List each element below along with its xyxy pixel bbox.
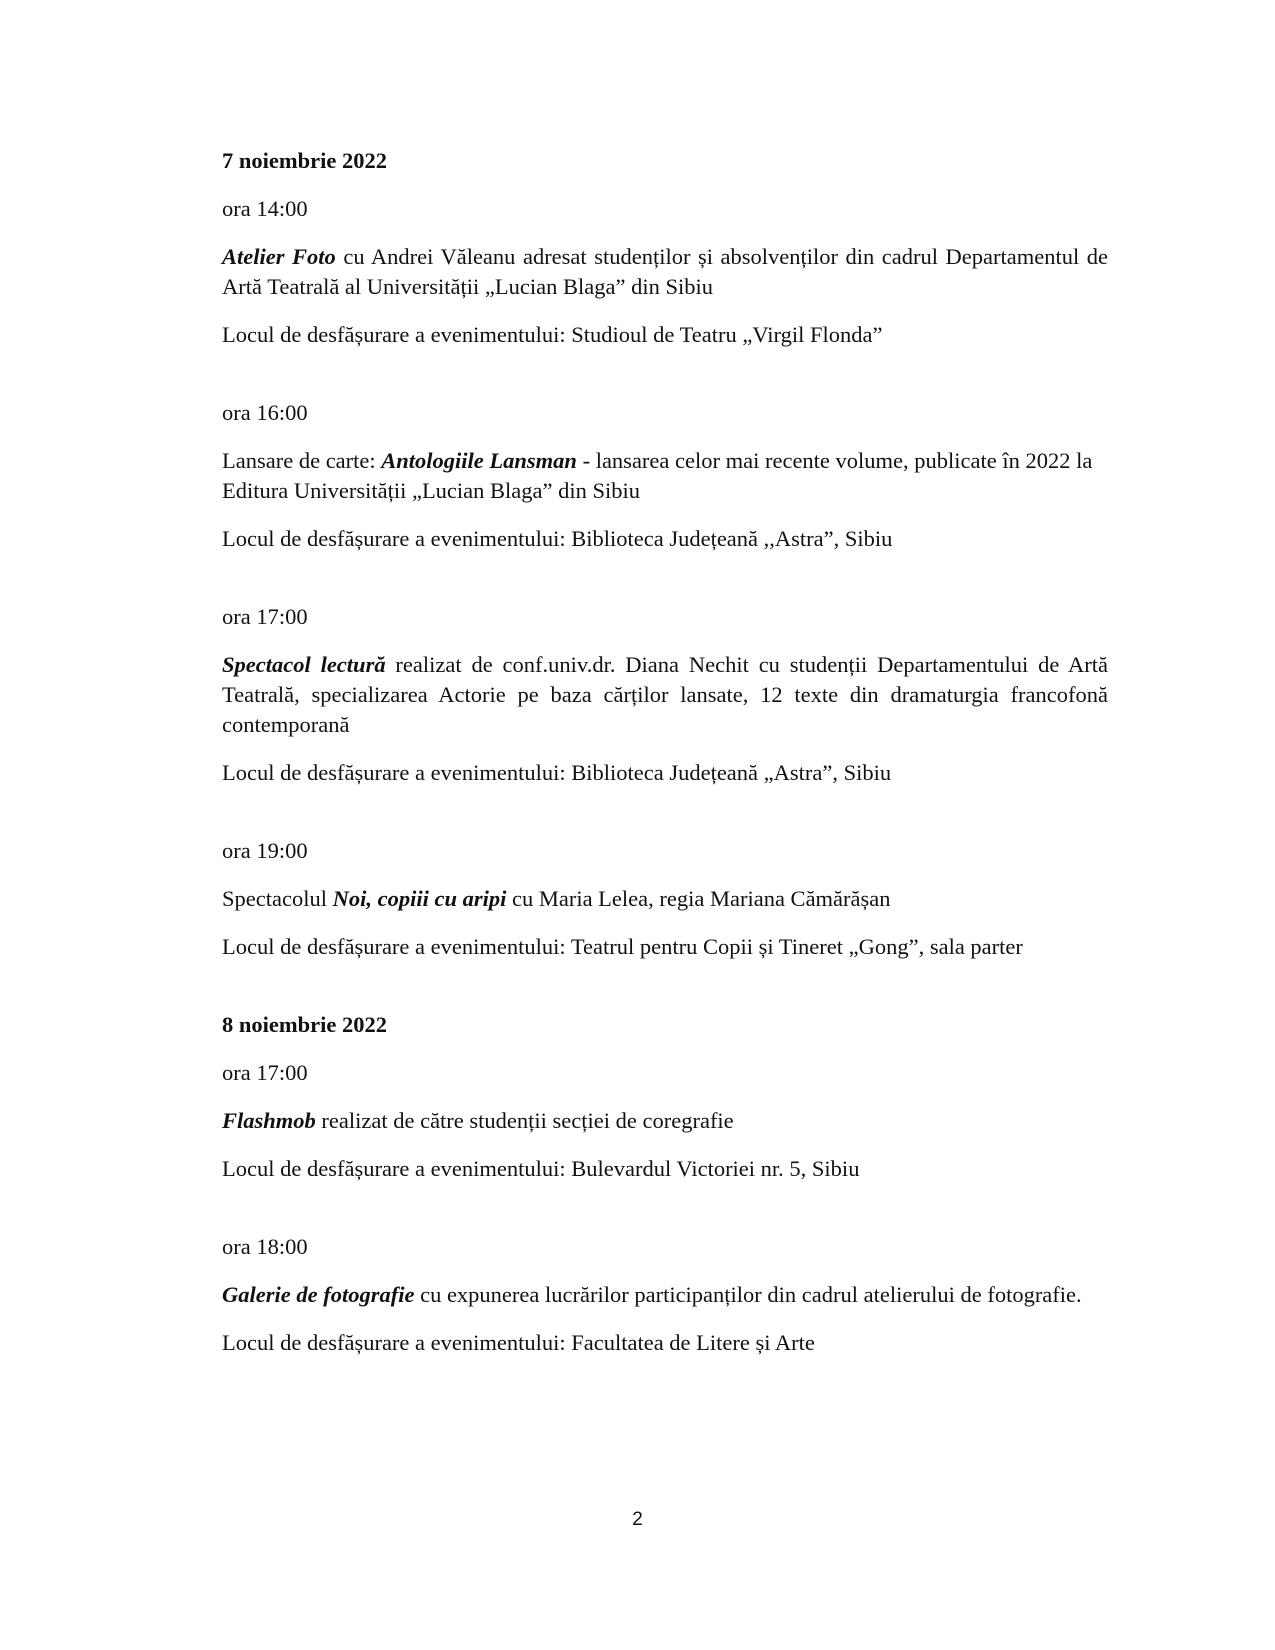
event-desc-after: realizat de conf.univ.dr. Diana Nechit cu studenții Departamentului de Artă Teatrală, specializarea Actorie pe baza cărților lansate, 12 texte din dramaturgia francofonă contemporană — [222, 652, 1108, 737]
event-time: ora 18:00 — [222, 1234, 308, 1259]
event-title: Noi, copiii cu aripi — [332, 886, 507, 911]
event-desc-after: - lansarea celor mai recente volume, publicate în 2022 la Editura Universității „Lucian Blaga” din Sibiu — [222, 448, 1093, 503]
event-time: ora 19:00 — [222, 838, 308, 863]
event-block — [222, 602, 1108, 788]
event-description — [222, 1106, 1108, 1136]
event-desc-after: cu expunerea lucrărilor participanților din cadrul atelierului de fotografie. — [414, 1282, 1082, 1307]
event-venue: Locul de desfășurare a evenimentului: Bulevardul Victoriei nr. 5, Sibiu — [222, 1156, 860, 1181]
event-block — [222, 1058, 1108, 1184]
day-heading: 7 noiembrie 2022 — [222, 148, 387, 173]
event-title: Galerie de fotografie — [222, 1282, 415, 1307]
event-description — [222, 884, 1108, 914]
program-content — [222, 146, 1108, 1358]
event-title: Atelier Foto — [222, 244, 336, 269]
event-venue: Locul de desfășurare a evenimentului: Biblioteca Județeană „Astra”, Sibiu — [222, 760, 892, 785]
event-title: Spectacol lectură — [222, 652, 386, 677]
event-description — [222, 242, 1108, 302]
event-description — [222, 446, 1108, 506]
event-time: ora 17:00 — [222, 1060, 308, 1085]
event-time: ora 14:00 — [222, 196, 308, 221]
event-block — [222, 194, 1108, 350]
event-desc-after: realizat de către studenții secției de coregrafie — [315, 1108, 734, 1133]
event-desc-before: Lansare de carte: — [222, 448, 382, 473]
event-venue: Locul de desfășurare a evenimentului: Facultatea de Litere și Arte — [222, 1330, 815, 1355]
event-description — [222, 650, 1108, 740]
event-title: Antologiile Lansman — [381, 448, 577, 473]
event-venue: Locul de desfășurare a evenimentului: Biblioteca Județeană ,,Astra”, Sibiu — [222, 526, 893, 551]
event-time: ora 17:00 — [222, 604, 308, 629]
event-time: ora 16:00 — [222, 400, 308, 425]
event-description — [222, 1280, 1108, 1310]
page-number: 2 — [632, 1509, 643, 1530]
event-block — [222, 836, 1108, 962]
event-desc-before: Spectacolul — [222, 886, 333, 911]
event-title: Flashmob — [222, 1108, 316, 1133]
event-venue: Locul de desfășurare a evenimentului: Studioul de Teatru „Virgil Flonda” — [222, 322, 883, 347]
event-desc-after: cu Andrei Văleanu adresat studenților și absolvenților din cadrul Departamentul de Artă Teatrală al Universității „Lucian Blaga” din Sibiu — [222, 244, 1109, 299]
event-venue: Locul de desfășurare a evenimentului: Teatrul pentru Copii și Tineret „Gong”, sala parter — [222, 934, 1023, 959]
day-heading: 8 noiembrie 2022 — [222, 1012, 387, 1037]
event-block — [222, 398, 1108, 554]
event-block — [222, 1232, 1108, 1358]
event-desc-after: cu Maria Lelea, regia Mariana Cămărășan — [506, 886, 891, 911]
